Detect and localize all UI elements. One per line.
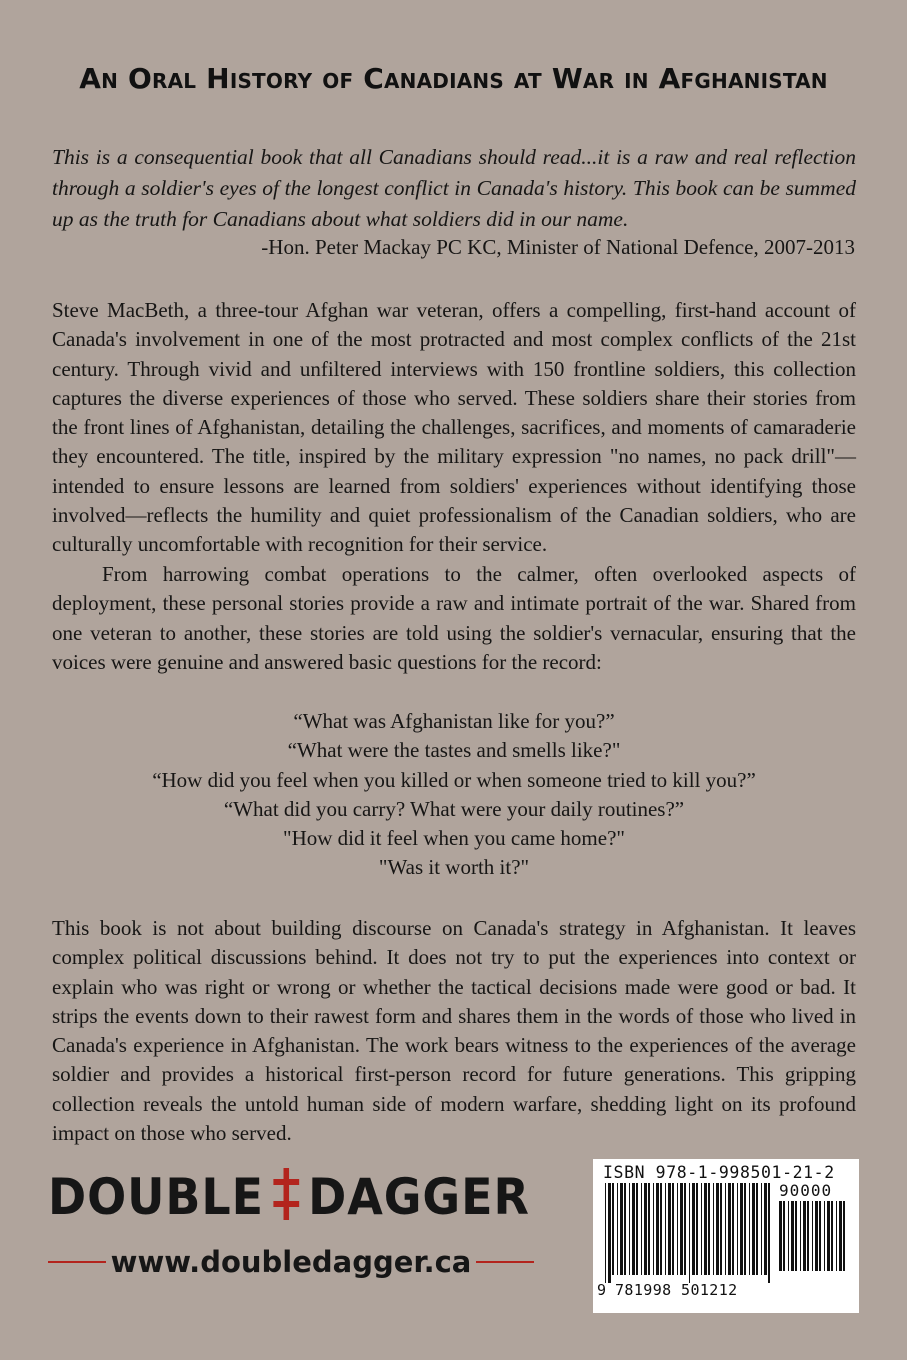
barcode-bar <box>692 1183 695 1275</box>
question-item: “How did you feel when you killed or when someone tried to kill you?” <box>152 767 756 792</box>
barcode-bar <box>843 1201 845 1271</box>
barcode-bar <box>708 1183 710 1275</box>
barcode-bar <box>632 1183 635 1275</box>
barcode-bar <box>768 1183 770 1283</box>
barcode-bar <box>684 1183 686 1275</box>
barcode-bar <box>827 1201 830 1271</box>
barcode-bar <box>644 1183 647 1275</box>
barcode-bar <box>620 1183 623 1275</box>
barcode-bar <box>779 1201 782 1271</box>
description-paragraph-1: Steve MacBeth, a three-tour Afghan war veteran, offers a compelling, first-hand account of Canada's involvement in one of the most protracted and most complex conflicts of the 21st century. Through vivid and unfiltered interviews with 150 frontline soldiers, this collection captures the diverse experiences of those who served. These soldiers share their stories from the front lines of Afghanistan, detailing the challenges, sacrifices, and moments of camaraderie they encountered. The title, inspired by the military expression "no names, no pack drill"—intended to ensure lessons are learned from soldiers' experiences without identifying those involved—reflects the humility and quiet professionalism of the Canadian soldiers, who are culturally uncomfortable with recognition for their service. <box>52 298 856 557</box>
barcode-bar <box>624 1183 626 1275</box>
barcode-bar <box>764 1183 767 1275</box>
barcode-bar <box>656 1183 659 1275</box>
publisher-url-row <box>48 1245 534 1279</box>
question-list <box>52 707 856 883</box>
barcode-bar <box>636 1183 638 1275</box>
barcode-bar <box>665 1183 666 1275</box>
barcode-bar <box>689 1183 690 1283</box>
addon-barcode-bars <box>779 1201 849 1279</box>
ean-first-digit: 9 <box>597 1281 607 1299</box>
barcode-bar <box>653 1183 654 1275</box>
barcode-bar <box>605 1183 606 1283</box>
barcode-bar <box>800 1201 801 1271</box>
barcode-bar <box>728 1183 731 1275</box>
barcode-bar <box>629 1183 630 1275</box>
barcode-bar <box>677 1183 678 1275</box>
barcode-bar <box>641 1183 642 1275</box>
barcode-bar <box>839 1201 842 1271</box>
barcode-bar <box>713 1183 714 1275</box>
description-paragraph-2: From harrowing combat operations to the calmer, often overlooked aspects of deployment, these personal stories provide a raw and intimate portrait of the war. Shared from one veteran to another, these stories are told using the soldier's vernacular, ensuring that the voices were genuine and answered basic questions for the record: <box>52 562 856 674</box>
barcode-bar <box>668 1183 671 1275</box>
barcode-bar <box>756 1183 758 1275</box>
barcode-bar <box>815 1201 818 1271</box>
barcode-bar <box>716 1183 719 1275</box>
barcode-bar <box>752 1183 755 1275</box>
isbn-barcode <box>593 1159 859 1313</box>
barcode-bar <box>791 1201 794 1271</box>
barcode-bar <box>803 1201 806 1271</box>
accent-rule-left <box>48 1261 106 1263</box>
barcode-bar <box>725 1183 726 1275</box>
ean-digits: 781998 501212 <box>615 1281 738 1299</box>
publisher-logo <box>48 1168 530 1226</box>
endorsement-quote: This is a consequential book that all Canadians should read...it is a raw and real reflection through a soldier's eyes of the longest conflict in Canada's history. This book can be summed up as the truth for Canadians about what soldiers did in our name. <box>52 145 856 231</box>
publisher-name-left: DOUBLE <box>48 1168 264 1226</box>
barcode-bar <box>680 1183 683 1275</box>
ean-barcode-bars <box>605 1183 771 1283</box>
publisher-url[interactable]: www.doubledagger.ca <box>110 1245 472 1279</box>
barcode-bar <box>648 1183 650 1275</box>
barcode-bar <box>732 1183 734 1275</box>
barcode-bar <box>660 1183 662 1275</box>
barcode-bar <box>704 1183 707 1275</box>
isbn-label: ISBN 978-1-998501-21-2 <box>603 1163 835 1182</box>
cover-heading: An Oral History of Canadians at War in Afghanistan <box>79 62 828 95</box>
barcode-bar <box>761 1183 762 1275</box>
barcode-bar <box>740 1183 743 1275</box>
question-item: “What did you carry? What were your daily routines?” <box>223 796 685 821</box>
barcode-bar <box>608 1183 611 1283</box>
barcode-bar <box>819 1201 821 1271</box>
barcode-bar <box>783 1201 785 1271</box>
barcode-bar <box>836 1201 837 1271</box>
barcode-bar <box>807 1201 809 1271</box>
barcode-bar <box>737 1183 738 1275</box>
publisher-name-right: DAGGER <box>308 1168 530 1226</box>
barcode-bar <box>701 1183 702 1275</box>
barcode-bar <box>617 1183 618 1275</box>
barcode-bar <box>812 1201 813 1271</box>
barcode-bar <box>612 1183 614 1275</box>
question-item: “What were the tastes and smells like?" <box>287 738 621 763</box>
barcode-bar <box>696 1183 698 1275</box>
question-item: "How did it feel when you came home?" <box>283 826 625 851</box>
barcode-bar <box>749 1183 750 1275</box>
barcode-bar <box>788 1201 789 1271</box>
barcode-bar <box>720 1183 722 1275</box>
question-item: “What was Afghanistan like for you?” <box>293 709 615 733</box>
barcode-bar <box>795 1201 797 1271</box>
endorsement-attribution: -Hon. Peter Mackay PC KC, Minister of National Defence, 2007-2013 <box>261 235 855 259</box>
barcode-bar <box>831 1201 833 1271</box>
barcode-bar <box>672 1183 674 1275</box>
question-item: "Was it worth it?" <box>378 855 530 880</box>
price-code: 90000 <box>779 1181 833 1200</box>
double-dagger-icon <box>268 1168 305 1220</box>
accent-rule-right <box>476 1261 534 1263</box>
barcode-bar <box>744 1183 746 1275</box>
description-paragraph-3: This book is not about building discourse on Canada's strategy in Afghanistan. It leaves complex political discussions behind. It does not try to put the experiences into context or explain who was right or wrong or whether the tactical decisions made were good or bad. It strips the events down to their rawest form and shares them in the words of those who lived in Canada's experience in Afghanistan. The work bears witness to the experiences of the average soldier and provides a historical first-person record for future generations. This gripping collection reveals the untold human side of modern warfare, shedding light on its profound impact on those who served. <box>52 916 856 1146</box>
barcode-bar <box>824 1201 825 1271</box>
